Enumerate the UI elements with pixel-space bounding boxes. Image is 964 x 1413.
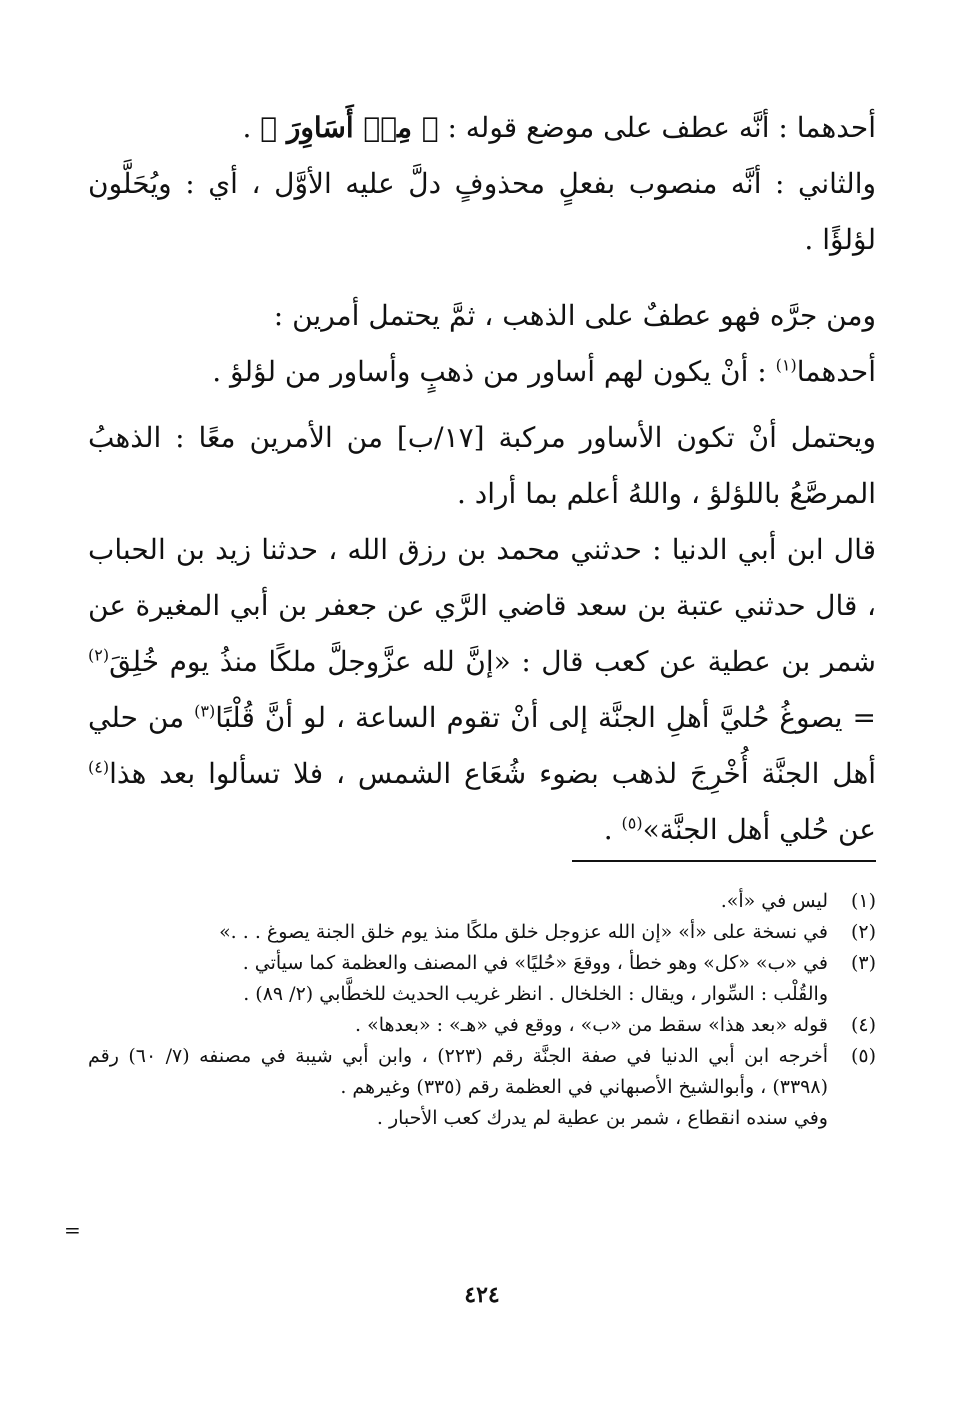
footnote-5	[88, 1041, 876, 1134]
footnotes	[88, 886, 876, 1134]
paragraph-text: = يصوغُ حُليَّ أهلِ الجنَّة إلى أنْ تقوم الساعة ، لو أنَّ قُلْبًا	[215, 701, 876, 734]
paragraph-5: ويحتمل أنْ تكون الأساور مركبة [١٧/ب] من الأمرين معًا : الذهبُ المرصَّعُ باللؤلؤ ، واللهُ أعلم بما أراد .	[88, 421, 876, 510]
footnote-ref: (٣)	[194, 701, 216, 721]
footnote-text: قوله «بعد هذا» سقط من «ب» ، ووقع في «هـ» : «بعدها» .	[355, 1014, 828, 1036]
paragraph-text: : أنْ يكون لهم أساور من ذهبٍ وأساور من لؤلؤ .	[212, 355, 776, 388]
footnote-body	[88, 1041, 828, 1134]
paragraph-text: قال ابن أبي الدنيا : حدثني محمد بن رزق الله ، حدثنا زيد بن الحباب ، قال حدثني عتبة بن سعد قاضي الرَّي عن جعفر بن أبي المغيرة عن شمر بن عطية عن كعب قال : «إنَّ لله عزَّوجلَّ ملكًا منذُ يوم خُلِقَ	[88, 533, 876, 678]
footnote-2	[88, 917, 876, 948]
footnote-text: أخرجه ابن أبي الدنيا في صفة الجنَّة رقم (٢٢٣) ، وابن أبي شيبة في مصنفه (٧/ ٦٠) رقم (٣٣٩٨) ، وأبوالشيخ الأصبهاني في العظمة رقم (٣٣٥) وغيرهم .	[88, 1045, 828, 1098]
main-text-block-2	[88, 288, 876, 400]
paragraph-text: عن حُلي أهل الجنَّة»	[642, 813, 876, 846]
paragraph-text: أحدهما : أنَّه عطف على موضع قوله :	[438, 111, 876, 144]
footnote-text: وفي سنده انقطاع ، شمر بن عطية لم يدرك كعب الأحبار .	[376, 1107, 828, 1129]
paragraph-text: أحدهما	[796, 355, 876, 388]
paragraph-text: من حلي أهل الجنَّة أُخْرِجَ لذهب بضوء شُعَاع الشمس ، فلا تسألوا بعد هذا	[88, 701, 876, 790]
footnote-number: (٤)	[850, 1014, 876, 1036]
footnote-divider	[572, 860, 876, 862]
footnote-number: (٥)	[850, 1045, 876, 1067]
paragraph-6	[88, 522, 876, 858]
paragraph-4	[88, 344, 876, 400]
footnote-ref: (٢)	[88, 645, 110, 665]
footnote-ref: (١)	[775, 355, 797, 375]
continuation-mark: =	[64, 1218, 81, 1242]
main-text	[88, 100, 876, 268]
paragraph-text: .	[603, 813, 622, 846]
footnote-3	[88, 948, 876, 1010]
paragraph-1	[88, 100, 876, 156]
quran-quote: ﴿ مِنۡ أَسَاوِرَ ﴾	[260, 111, 439, 144]
footnote-text: ليس في «أ».	[720, 890, 828, 912]
footnote-number: (٣)	[850, 952, 876, 974]
footnote-4	[88, 1010, 876, 1041]
paragraph-3: ومن جرَّه فهو عطفٌ على الذهب ، ثمَّ يحتمل أمرين :	[273, 299, 876, 332]
footnote-1	[88, 886, 876, 917]
main-text-block-3	[88, 410, 876, 522]
footnote-number: (٢)	[850, 921, 876, 943]
paragraph-text: .	[242, 111, 261, 144]
page-number: ٤٢٤	[464, 1282, 500, 1308]
footnote-text: والقُلْب : السِّوار ، ويقال : الخلخال . انظر غريب الحديث للخطَّابي (٢/ ٨٩) .	[243, 983, 828, 1005]
paragraph-2: والثاني : أنَّه منصوب بفعلٍ محذوفٍ دلَّ عليه الأوَّل ، أي : ويُحَلَّون لؤلؤًا .	[88, 167, 876, 256]
footnote-ref: (٥)	[621, 813, 643, 833]
footnote-number: (١)	[850, 890, 876, 912]
footnote-ref: (٤)	[88, 757, 110, 777]
main-text-block-4	[88, 522, 876, 858]
footnote-body	[88, 948, 828, 1010]
footnote-text: في «ب» «كل» وهو خطأ ، ووقعَ «حُليًا» في المصنف والعظمة كما سيأتي .	[242, 952, 828, 974]
footnote-text: في نسخة على «أ» «إن الله عزوجل خلق ملكًا منذ يوم خلق الجنة يصوغ . . .»	[219, 921, 828, 943]
